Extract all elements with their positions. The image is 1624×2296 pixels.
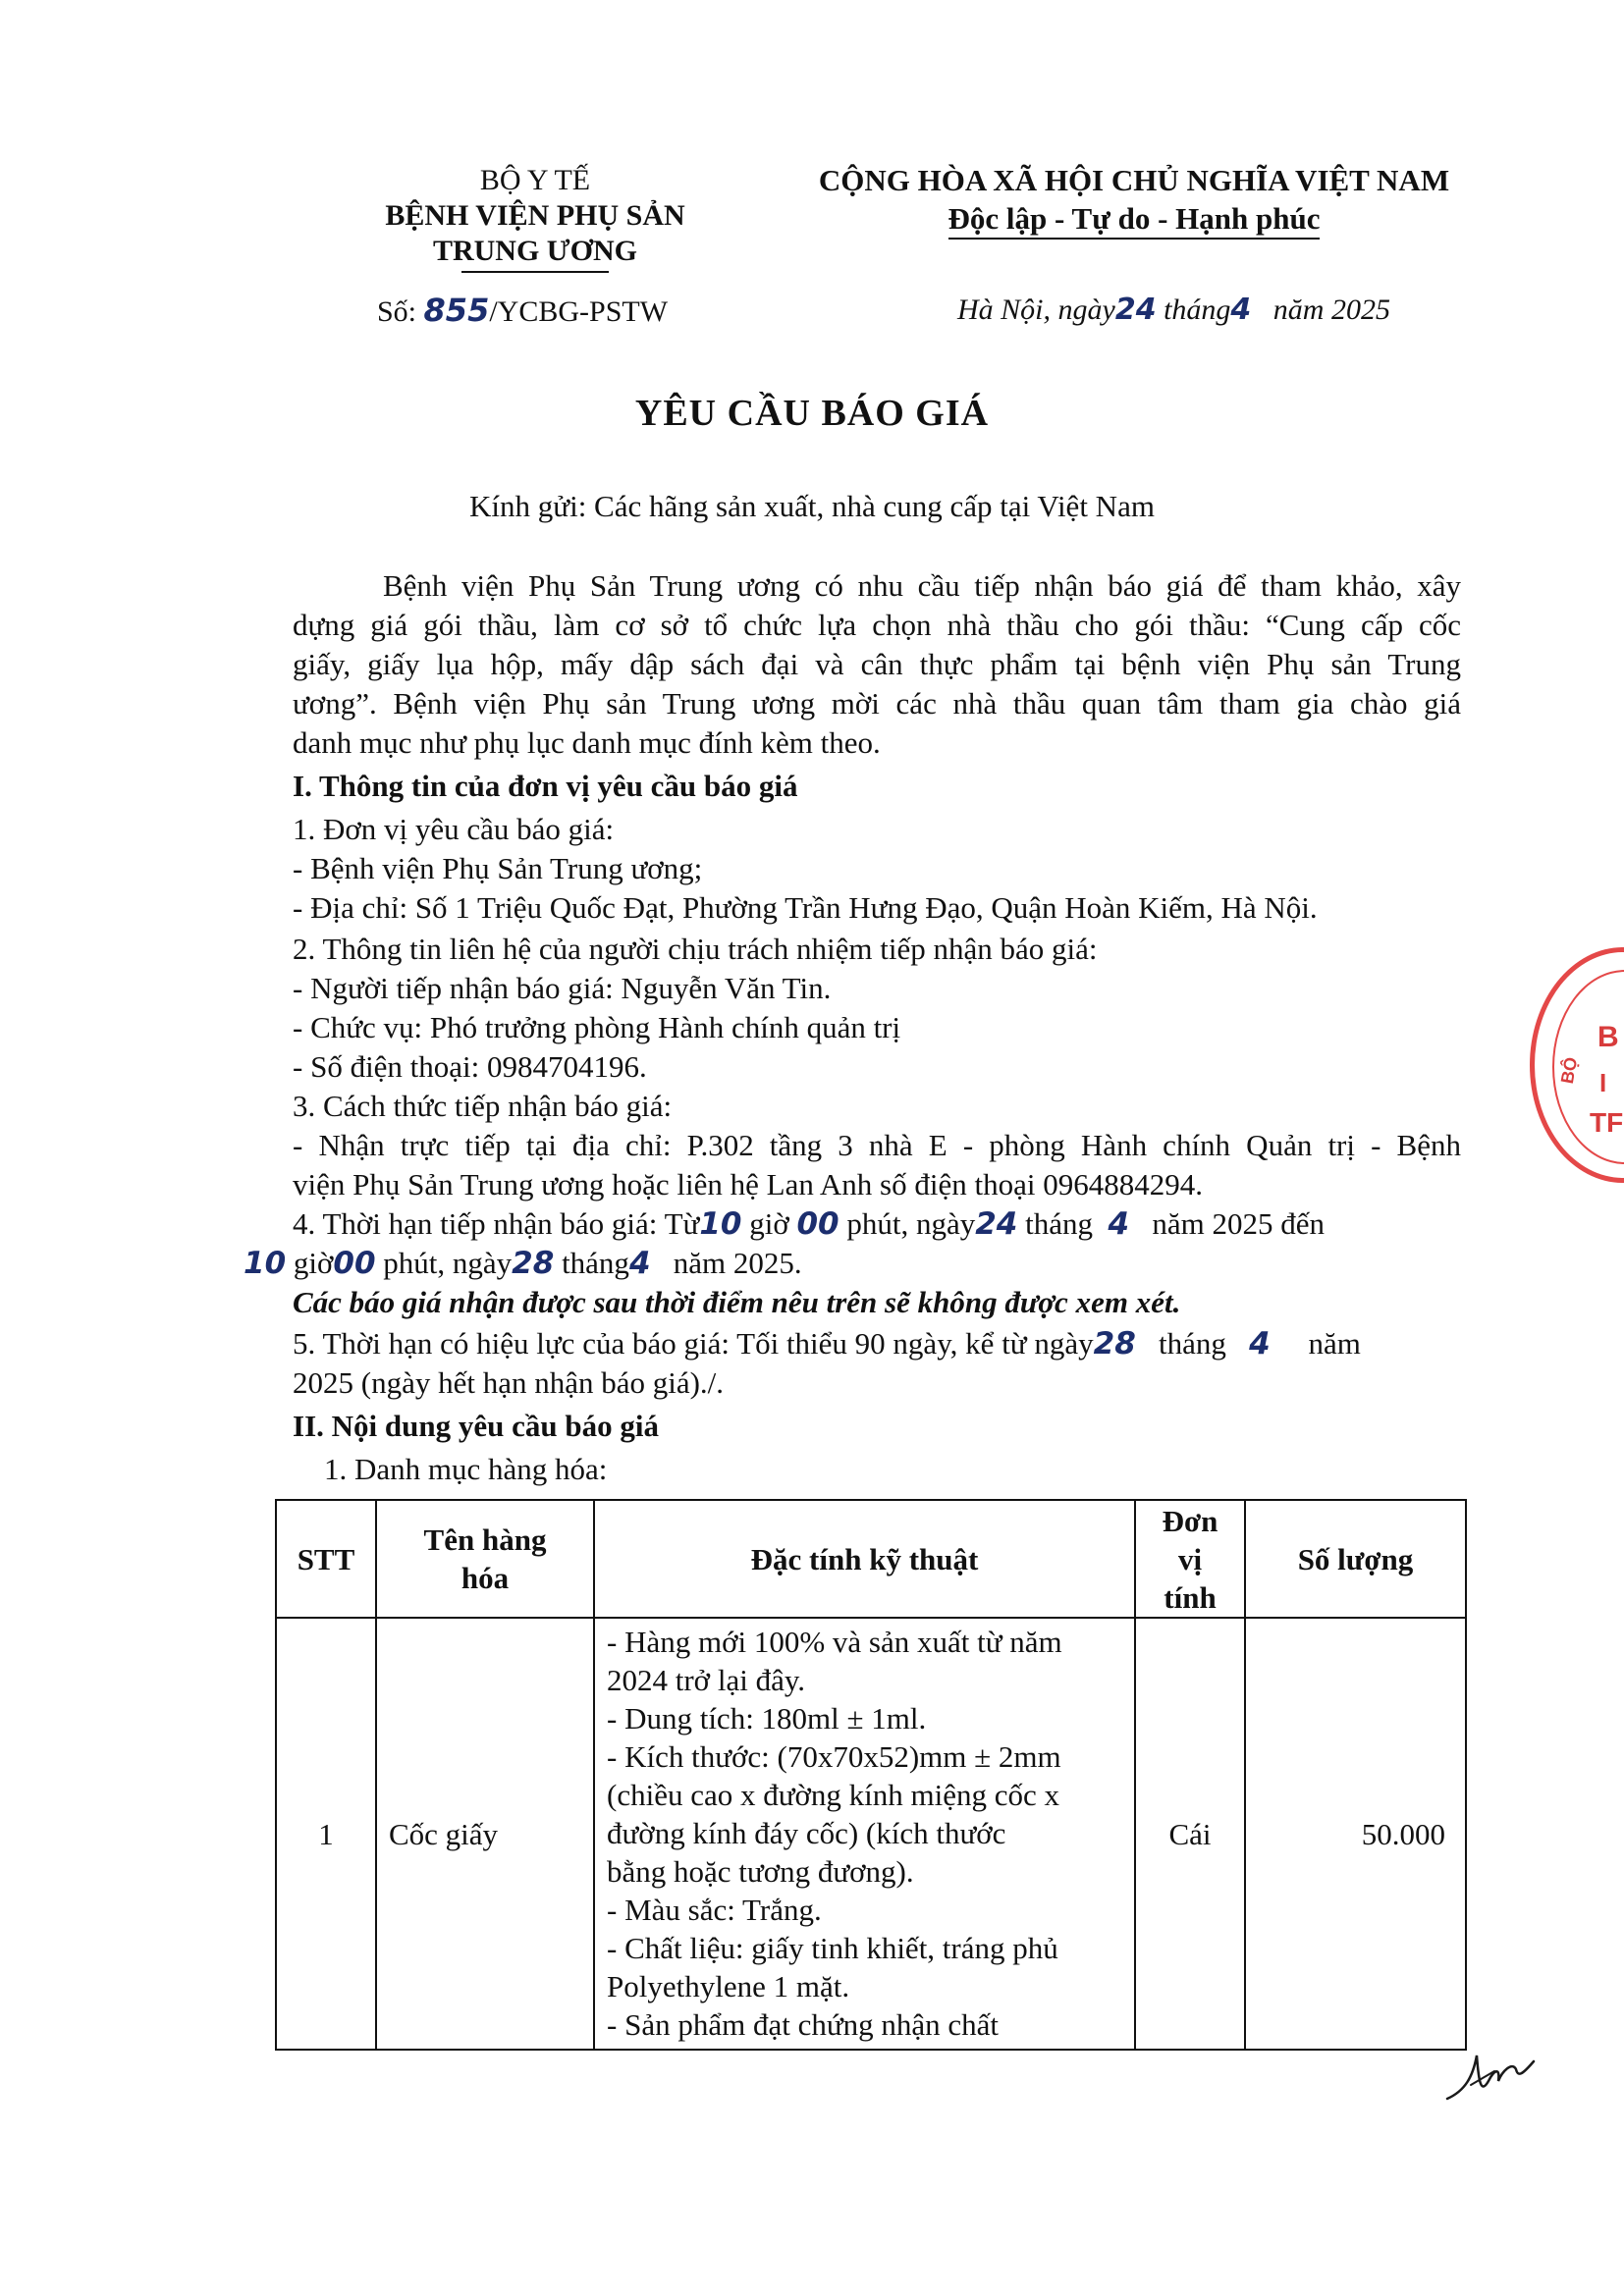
ministry-name: BỘ Y TẾ: [479, 164, 591, 196]
spec-line: Polyethylene 1 mặt.: [607, 1969, 850, 2003]
intro-line-1: Bệnh viện Phụ Sản Trung ương có nhu cầu tiếp nhận báo giá để tham khảo, xây: [383, 568, 1461, 603]
header-unit: [1135, 1500, 1245, 1618]
seal-letter: TF: [1590, 1107, 1624, 1138]
deadline-to-min: 00: [333, 1246, 376, 1281]
official-seal-stamp: [1530, 947, 1624, 1183]
date-month-handwritten: 4: [1230, 293, 1252, 327]
deadline-from-day: 24: [975, 1206, 1018, 1242]
table-row: [276, 1618, 1466, 2050]
deadline-to-hour: 10: [244, 1246, 287, 1281]
section1-item1: 1. Đơn vị yêu cầu báo giá:: [293, 812, 615, 846]
deadline-t8: tháng: [562, 1246, 629, 1280]
deadline-from-min: 00: [796, 1206, 839, 1242]
intro-line-2: dựng giá gói thầu, làm cơ sở tổ chức lựa chọn nhà thầu cho gói thầu: “Cung cấp cốc: [293, 608, 1461, 642]
hospital-name-line1: BỆNH VIỆN PHỤ SẢN: [385, 199, 685, 232]
ref-prefix: Số:: [377, 295, 417, 328]
header-name-line2: hóa: [460, 1561, 510, 1595]
header-unit-line3: tính: [1164, 1579, 1217, 1615]
method-line-1: - Nhận trực tiếp tại địa chỉ: P.302 tầng 3 nhà E - phòng Hành chính Quản trị - Bệnh: [293, 1128, 1461, 1162]
table-header-row: [276, 1500, 1466, 1618]
late-quote-note: Các báo giá nhận được sau thời điểm nêu trên sẽ không được xem xét.: [293, 1285, 1181, 1319]
deadline-to-month: 4: [628, 1246, 651, 1281]
validity-line-2: 2025 (ngày hết hạn nhận báo giá)./.: [293, 1365, 725, 1400]
validity-t2: tháng: [1159, 1326, 1226, 1361]
spec-line: - Hàng mới 100% và sản xuất từ năm: [607, 1625, 1062, 1659]
document-title: YÊU CẦU BÁO GIÁ: [634, 393, 990, 434]
header-unit-line1: Đơn: [1162, 1503, 1218, 1538]
row-name: Cốc giấy: [376, 1618, 594, 2050]
spec-line: - Màu sắc: Trắng.: [607, 1893, 822, 1927]
intro-line-4: ương”. Bệnh viện Phụ sản Trung ương mời các nhà thầu quan tâm tham gia chào giá: [293, 686, 1461, 721]
validity-t1: 5. Thời hạn có hiệu lực của báo giá: Tối thiểu 90 ngày, kể từ ngày: [293, 1326, 1094, 1361]
deadline-t1: 4. Thời hạn tiếp nhận báo giá: Từ: [293, 1206, 700, 1241]
deadline-t4: tháng: [1025, 1206, 1093, 1241]
date-month-label: tháng: [1164, 294, 1231, 326]
ref-suffix: /YCBG-PSTW: [489, 295, 669, 328]
spec-line: đường kính đáy cốc) (kích thước: [607, 1816, 1006, 1850]
row-stt: 1: [276, 1618, 376, 2050]
signature-initials-icon: [1443, 2042, 1542, 2110]
validity-day: 28: [1093, 1326, 1136, 1362]
section1-heading: I. Thông tin của đơn vị yêu cầu báo giá: [293, 769, 798, 803]
issue-date: [957, 293, 1390, 328]
row-unit: Cái: [1135, 1618, 1245, 2050]
deadline-t9: năm 2025.: [673, 1246, 802, 1280]
seal-letter: B: [1597, 1021, 1619, 1053]
spec-line: - Chất liệu: giấy tinh khiết, tráng phủ: [607, 1931, 1058, 1965]
receiver-phone: - Số điện thoại: 0984704196.: [293, 1049, 647, 1084]
header-name-line1: Tên hàng: [423, 1522, 547, 1557]
header-unit-line2: vị: [1177, 1541, 1203, 1576]
header-name: [376, 1500, 594, 1618]
hospital-name-line2: TRUNG ƯƠNG: [432, 235, 638, 267]
deadline-line-2: [244, 1244, 1412, 1283]
spec-line: (chiều cao x đường kính miệng cốc x: [607, 1778, 1060, 1812]
goods-table: [275, 1499, 1467, 2051]
deadline-line-1: [293, 1204, 1461, 1244]
receiver-position: - Chức vụ: Phó trưởng phòng Hành chính quản trị: [293, 1010, 901, 1044]
deadline-t2: giờ: [749, 1206, 789, 1241]
deadline-from-month: 4: [1108, 1206, 1130, 1242]
deadline-t5: năm 2025 đến: [1152, 1206, 1325, 1241]
spec-line: 2024 trở lại đây.: [607, 1663, 806, 1697]
spec-line: bằng hoặc tương đương).: [607, 1854, 914, 1889]
seal-letter: I: [1599, 1068, 1607, 1097]
header-stt: STT: [276, 1500, 376, 1618]
spec-line: - Kích thước: (70x70x52)mm ± 2mm: [607, 1739, 1061, 1774]
section2-heading: II. Nội dung yêu cầu báo giá: [293, 1409, 659, 1443]
date-place: Hà Nội, ngày: [957, 294, 1115, 326]
method-line-2: viện Phụ Sản Trung ương hoặc liên hệ Lan Anh số điện thoại 0964884294.: [293, 1167, 1203, 1201]
deadline-t3: phút, ngày: [846, 1206, 976, 1241]
row-qty: 50.000: [1245, 1618, 1466, 2050]
deadline-from-hour: 10: [699, 1206, 742, 1242]
ref-number-handwritten: 855: [423, 292, 490, 329]
validity-month: 4: [1249, 1326, 1271, 1362]
hospital-underline: [461, 271, 609, 273]
header-spec: Đặc tính kỹ thuật: [594, 1500, 1135, 1618]
spec-line: - Dung tích: 180ml ± 1ml.: [607, 1701, 927, 1735]
document-reference: [377, 293, 668, 330]
deadline-t6: giờ: [293, 1246, 334, 1280]
intro-line-3: giấy, giấy lụa hộp, mấy dập sách đại và cân thực phẩm tại bệnh viện Phụ sản Trung: [293, 647, 1461, 681]
section1-item2: 2. Thông tin liên hệ của người chịu trách nhiệm tiếp nhận báo giá:: [293, 932, 1098, 966]
header-qty: Số lượng: [1245, 1500, 1466, 1618]
section1-item3: 3. Cách thức tiếp nhận báo giá:: [293, 1089, 673, 1123]
seal-letter: BỘ: [1556, 1055, 1582, 1086]
national-motto: [795, 201, 1473, 237]
row-spec: [594, 1618, 1135, 2050]
deadline-t7: phút, ngày: [383, 1246, 513, 1280]
validity-line-1: [293, 1324, 1461, 1363]
intro-line-5: danh mục như phụ lục danh mục đính kèm theo.: [293, 725, 881, 760]
date-year: năm 2025: [1272, 294, 1390, 326]
validity-t3: năm: [1308, 1326, 1361, 1361]
section2-item1: 1. Danh mục hàng hóa:: [324, 1452, 608, 1486]
motto-text: Độc lập - Tự do - Hạnh phúc: [948, 201, 1321, 240]
unit-name: - Bệnh viện Phụ Sản Trung ương;: [293, 851, 703, 885]
deadline-to-day: 28: [512, 1246, 555, 1281]
receiver-name: - Người tiếp nhận báo giá: Nguyễn Văn Tin.: [293, 971, 832, 1005]
recipient: Kính gửi: Các hãng sản xuất, nhà cung cấp tại Việt Nam: [469, 489, 1155, 523]
republic-title: CỘNG HÒA XÃ HỘI CHỦ NGHĨA VIỆT NAM: [818, 163, 1450, 197]
spec-line: - Sản phẩm đạt chứng nhận chất: [607, 2007, 1000, 2042]
unit-address: - Địa chỉ: Số 1 Triệu Quốc Đạt, Phường Trần Hưng Đạo, Quận Hoàn Kiếm, Hà Nội.: [293, 890, 1318, 925]
date-day-handwritten: 24: [1114, 293, 1157, 327]
